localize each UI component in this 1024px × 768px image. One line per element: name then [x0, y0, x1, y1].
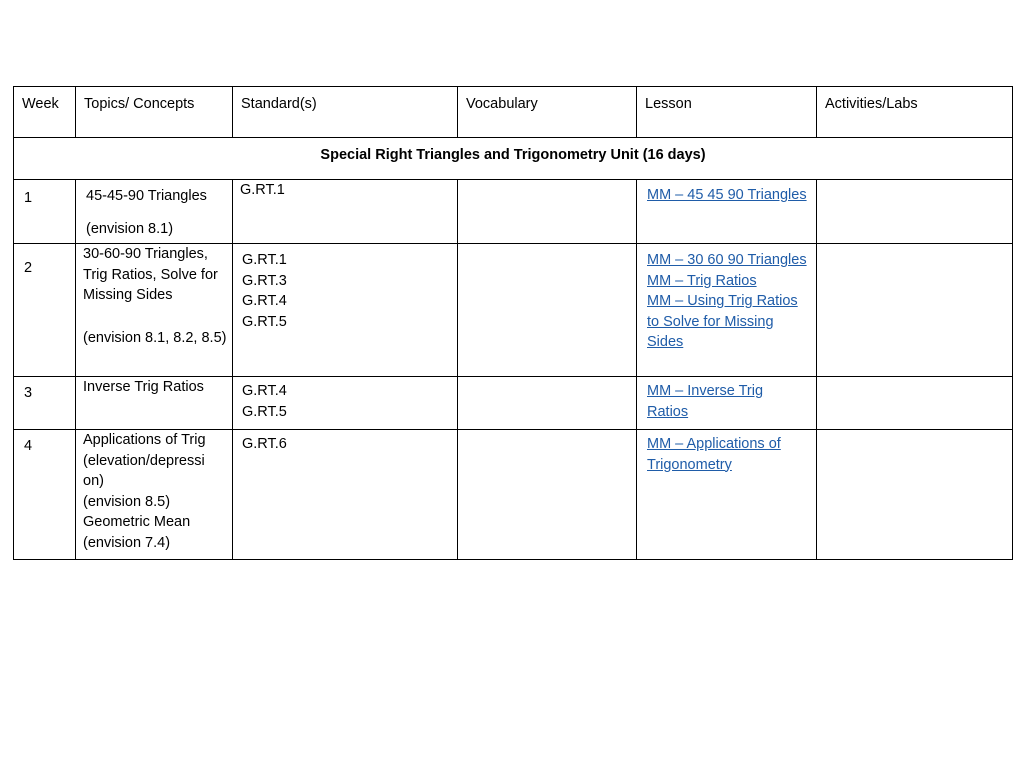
unit-title-row [14, 138, 1013, 180]
header-standards: Standard(s) [241, 96, 317, 112]
vocabulary-cell [458, 180, 637, 244]
curriculum-table [13, 86, 1013, 560]
table-row [14, 244, 1013, 377]
lesson-link[interactable]: MM – Inverse Trig Ratios [647, 383, 764, 420]
standard-item: G.RT.5 [242, 313, 287, 330]
table-row [14, 180, 1013, 244]
activities-cell [817, 180, 1013, 244]
header-topics-cell [76, 87, 233, 138]
lesson-link[interactable]: MM – Applications of Trigonometry [647, 436, 781, 473]
vocabulary-cell [458, 244, 637, 377]
lesson-list [637, 180, 816, 206]
lesson-link[interactable]: MM – 45 45 90 Triangles [647, 187, 807, 203]
header-row [14, 87, 1013, 138]
topic-line: 30-60-90 Triangles, Trig Ratios, Solve for Missing Sides [83, 246, 218, 303]
standard-item: G.RT.1 [240, 182, 285, 198]
header-topics: Topics/ Concepts [84, 96, 195, 112]
topic-line: Applications of Trig (elevation/depressi on) [83, 432, 206, 489]
standards-list [233, 180, 457, 201]
header-vocabulary: Vocabulary [466, 96, 538, 112]
lesson-link[interactable]: MM – Trig Ratios [647, 272, 757, 289]
header-lesson-cell [637, 87, 817, 138]
topics-text [76, 430, 232, 553]
lesson-cell [637, 377, 817, 430]
week-number: 3 [24, 385, 33, 401]
week-number: 1 [24, 190, 33, 206]
standards-list [233, 430, 457, 455]
topics-text [76, 180, 232, 239]
topics-cell [76, 244, 233, 377]
standard-item: G.RT.1 [242, 252, 287, 268]
week-number: 2 [24, 260, 33, 276]
header-week-cell [14, 87, 76, 138]
standards-cell [233, 180, 458, 244]
table-row [14, 430, 1013, 560]
topic-line: (envision 7.4) [83, 534, 171, 551]
header-standards-cell [233, 87, 458, 138]
lesson-list [637, 377, 816, 422]
week-number: 4 [24, 438, 33, 454]
header-lesson: Lesson [645, 96, 692, 112]
topic-spacer [83, 306, 228, 328]
week-cell [14, 377, 76, 430]
lesson-list [637, 244, 816, 353]
lesson-link[interactable]: MM – 30 60 90 Triangles [647, 252, 807, 268]
standards-list [233, 244, 457, 332]
topic-line: 45-45-90 Triangles [86, 188, 207, 204]
header-vocabulary-cell [458, 87, 637, 138]
week-cell [14, 244, 76, 377]
lesson-cell [637, 244, 817, 377]
standards-cell [233, 430, 458, 560]
topic-line: (envision 8.5) [83, 493, 171, 510]
standard-item: G.RT.4 [242, 383, 287, 399]
standards-cell [233, 377, 458, 430]
topic-line: Geometric Mean [83, 514, 191, 530]
standard-item: G.RT.4 [242, 293, 287, 309]
topics-cell [76, 430, 233, 560]
lesson-list [637, 430, 816, 475]
lesson-cell [637, 430, 817, 560]
activities-cell [817, 430, 1013, 560]
topics-cell [76, 180, 233, 244]
standard-item: G.RT.5 [242, 403, 287, 420]
standard-item: G.RT.6 [242, 436, 287, 452]
header-activities: Activities/Labs [825, 96, 918, 112]
header-activities-cell [817, 87, 1013, 138]
topics-text [76, 244, 232, 348]
vocabulary-cell [458, 430, 637, 560]
standard-item: G.RT.3 [242, 272, 287, 289]
vocabulary-cell [458, 377, 637, 430]
week-cell [14, 430, 76, 560]
standards-cell [233, 244, 458, 377]
week-cell [14, 180, 76, 244]
activities-cell [817, 377, 1013, 430]
header-week: Week [22, 96, 59, 112]
table-row [14, 377, 1013, 430]
topic-line: Inverse Trig Ratios [83, 379, 204, 395]
lesson-cell [637, 180, 817, 244]
topics-cell [76, 377, 233, 430]
topic-line: (envision 8.1, 8.2, 8.5) [83, 329, 227, 346]
activities-cell [817, 244, 1013, 377]
unit-title-cell [14, 138, 1013, 180]
standards-list [233, 377, 457, 422]
topic-line: (envision 8.1) [86, 220, 174, 237]
topics-text [76, 377, 232, 398]
unit-title: Special Right Triangles and Trigonometry Unit (16 days) [320, 147, 706, 163]
lesson-link[interactable]: MM – Using Trig Ratios to Solve for Missing Sides [647, 293, 798, 350]
